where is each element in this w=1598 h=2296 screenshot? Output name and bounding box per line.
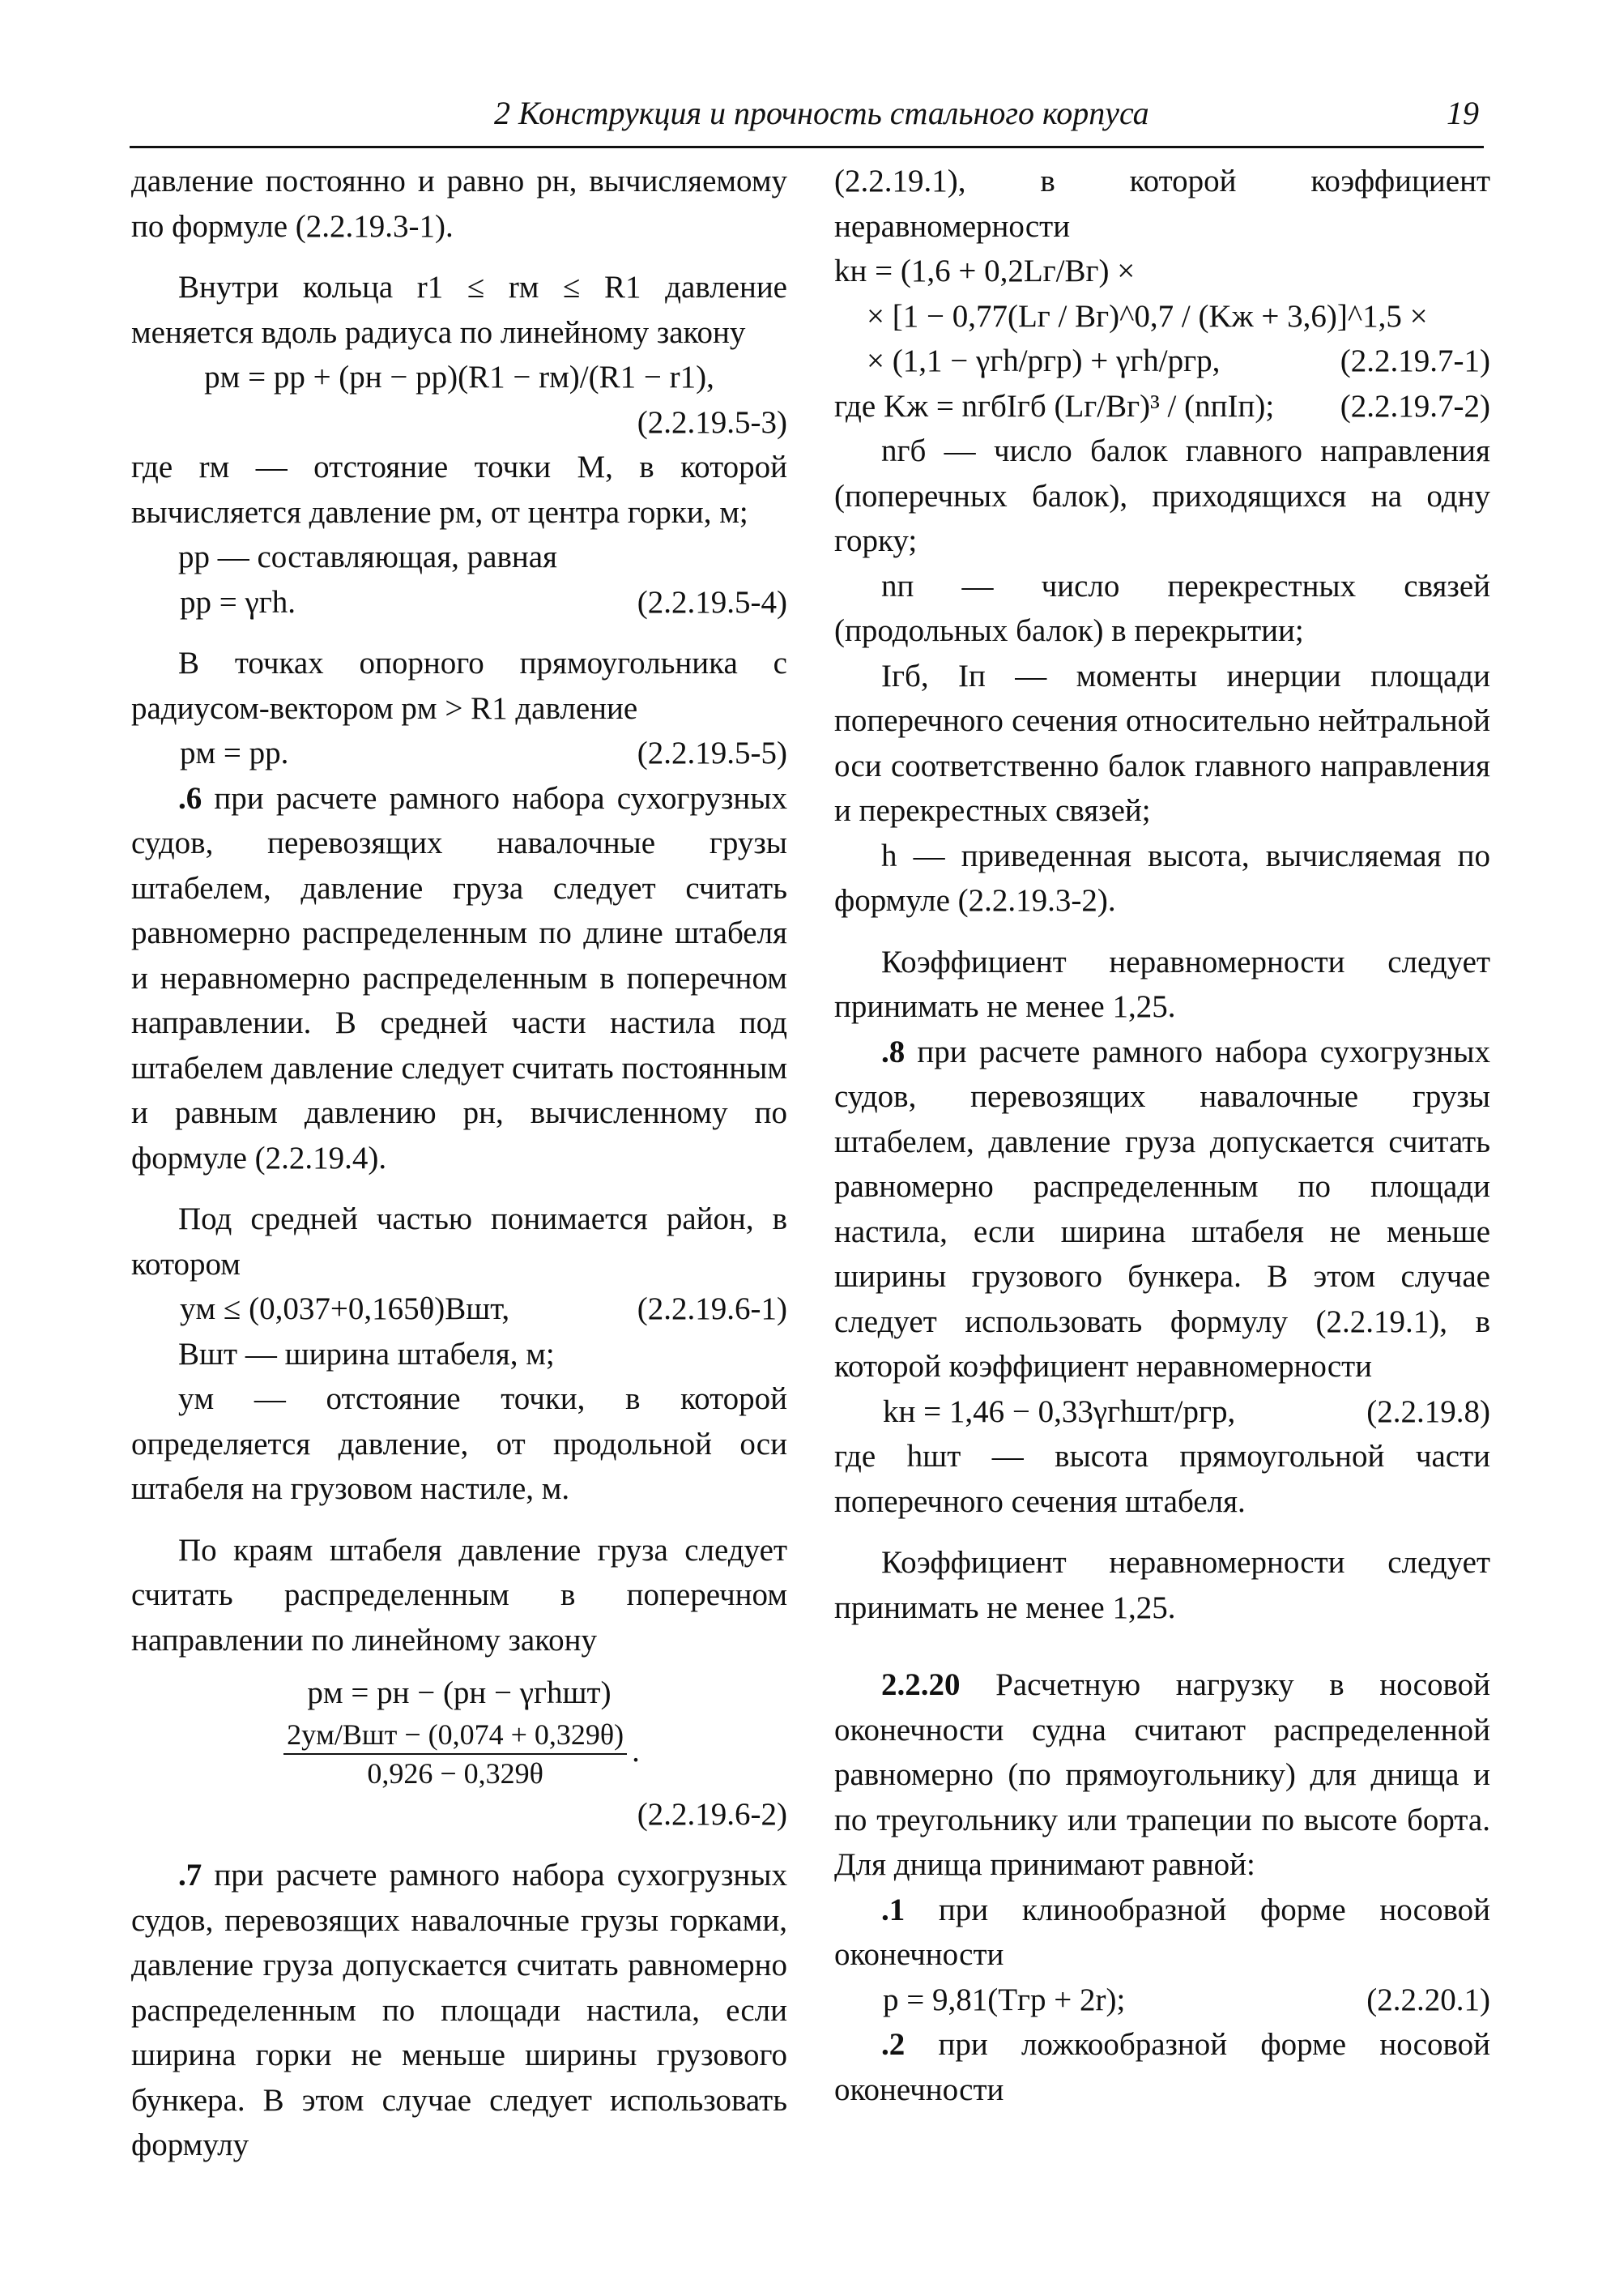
formula: kн = (1,6 + 0,2Lг/Bг) × [834, 254, 1136, 288]
paragraph [834, 2022, 1490, 2112]
formula: p = 9,81(Tгр + 2r); [883, 1982, 1126, 2017]
page-number: 19 [1447, 95, 1479, 131]
fraction [283, 1716, 627, 1792]
fraction-denominator: 0,926 − 0,329θ [367, 1756, 543, 1790]
paragraph: В точках опорного прямоугольника с радиусом-вектором pм > R1 давление [131, 646, 787, 726]
paragraph: Коэффициент неравномерности следует принимать не менее 1,25. [834, 1545, 1490, 1625]
formula: kн = 1,46 − 0,33γгhшт/pгр, [883, 1393, 1236, 1429]
formula-line [131, 1287, 787, 1332]
formula-line [131, 580, 787, 625]
formula-number: (2.2.19.5-3) [637, 404, 787, 440]
paragraph-text: при расчете рамного набора сухогрузных судов, перевозящих навалочные грузы штабелем, давление груза допускается считать равномерно распределенным по площади настила, если ширина штабеля не меньше ширины грузового бункера. В этом случае следует использовать формулу (2.2.19.1), в которой коэффициент неравномерности [834, 1034, 1490, 1384]
running-title: 2 Конструкция и прочность стального корпуса [494, 95, 1149, 131]
formula: pм = pн − (pн − γгhшт) $\frac{\text{2yм/Bшт − (0,074 + 0,329θ)}}{0,926 - 0,329\theta}$ . [131, 1671, 787, 1792]
paragraph: Коэффициент неравномерности следует принимать не менее 1,25. [834, 944, 1490, 1024]
page-header [130, 87, 1484, 148]
formula-line [131, 731, 787, 776]
item-number: .2 [881, 2027, 906, 2062]
paragraph: Bшт — ширина штабеля, м; [178, 1336, 555, 1372]
paragraph: Внутри кольца r1 ≤ rм ≤ R1 давление меняется вдоль радиуса по линейному закону [131, 270, 787, 350]
paragraph: где hшт — высота прямоугольной части поперечного сечения штабеля. [834, 1439, 1490, 1519]
item-number: .7 [178, 1858, 202, 1893]
formula-number: (2.2.20.1) [1366, 1982, 1490, 2017]
paragraph: nп — число перекрестных связей (продольных балок) в перекрытии; [834, 568, 1490, 648]
formula: pм = pр. [180, 736, 289, 770]
paragraph [131, 1853, 787, 2168]
formula-number: (2.2.19.7-1) [1340, 344, 1490, 378]
formula: yм ≤ (0,037+0,165θ)Bшт, [180, 1291, 510, 1326]
item-number: .1 [881, 1892, 906, 1927]
paragraph: давление постоянно и равно pн, вычисляемому по формуле (2.2.19.3-1). [131, 164, 787, 244]
paragraph [834, 1662, 1490, 1888]
paragraph: где rм — отстояние точки M, в которой вычисляется давление pм, от центра горки, м; [131, 450, 787, 530]
item-number: .6 [178, 780, 202, 816]
formula: pр = γгh. [180, 584, 296, 620]
paragraph: (2.2.19.1), в которой коэффициент неравномерности [834, 164, 1490, 244]
formula-number: (2.2.19.7-2) [1340, 388, 1490, 424]
paragraph-text: Расчетную нагрузку в носовой оконечности судна считают распределенной равномерно (по прямоугольнику) для днища и по треугольнику или трапеции по высоте борта. Для днища принимают равной: [834, 1667, 1490, 1882]
section-number: 2.2.20 [881, 1667, 961, 1702]
paragraph [834, 1888, 1490, 1978]
formula-number: (2.2.19.8) [1366, 1393, 1490, 1429]
paragraph: h — приведенная высота, вычисляемая по формуле (2.2.19.3-2). [834, 838, 1490, 918]
paragraph-text: при расчете рамного набора сухогрузных судов, перевозящих навалочные грузы горками, давление груза допускается считать равномерно распределенным по площади настила, если ширина горки не меньше ширины грузового бункера. В этом случае следует использовать формулу [131, 1858, 787, 2162]
paragraph: pр — составляющая, равная [178, 540, 557, 574]
paragraph-text: при ложкообразной форме носовой оконечности [834, 2027, 1490, 2107]
right-column [834, 159, 1490, 2112]
paragraph: nгб — число балок главного направления (поперечных балок), приходящихся на одну горку; [834, 433, 1490, 558]
paragraph [131, 776, 787, 1181]
formula: × (1,1 − γгh/pгр) + γгh/pгр, [867, 344, 1221, 378]
paragraph-text: при клинообразной форме носовой оконечности [834, 1892, 1490, 1972]
formula: pм = pр + (pн − pр)(R1 − rм)/(R1 − r1), [204, 360, 714, 395]
left-column [131, 159, 787, 2168]
formula-number: (2.2.19.6-2) [637, 1796, 787, 1832]
paragraph: yм — отстояние точки, в которой определяется давление, от продольной оси штабеля на грузовом настиле, м. [131, 1381, 787, 1506]
formula-lead: pм = pн − (pн − γгhшт) [307, 1675, 612, 1710]
paragraph-text: при расчете рамного набора сухогрузных судов, перевозящих навалочные грузы штабелем, давление груза следует считать равномерно распределенным по длине штабеля и неравномерно распределенным в поперечном направлении. В средней части настила под штабелем давление следует считать постоянным и равным давлению pн, вычисленному по формуле (2.2.19.4). [131, 780, 787, 1176]
formula-line [834, 339, 1490, 384]
item-number: .8 [881, 1034, 906, 1069]
formula-line [834, 1978, 1490, 2023]
fraction-numerator: 2yм/Bшт − (0,074 + 0,329θ) [283, 1716, 627, 1755]
paragraph: Iгб, Iп — моменты инерции площади поперечного сечения относительно нейтральной оси соответственно балок главного направления и перекрестных связей; [834, 658, 1490, 828]
formula: где Kж = nгбIгб (Lг/Bг)³ / (nпIп); [834, 388, 1275, 424]
formula-line [834, 384, 1490, 429]
formula-number: (2.2.19.5-5) [637, 736, 787, 770]
paragraph: Под средней частью понимается район, в котором [131, 1201, 787, 1282]
formula-line [834, 1389, 1490, 1435]
formula-number: (2.2.19.5-4) [637, 584, 787, 620]
formula: × [1 − 0,77(Lг / Bг)^0,7 / (Kж + 3,6)]^1,5 × [867, 298, 1428, 334]
paragraph: По краям штабеля давление груза следует считать распределенным в поперечном направлении по линейному закону [131, 1532, 787, 1658]
paragraph [834, 1030, 1490, 1389]
formula-number: (2.2.19.6-1) [637, 1291, 787, 1326]
